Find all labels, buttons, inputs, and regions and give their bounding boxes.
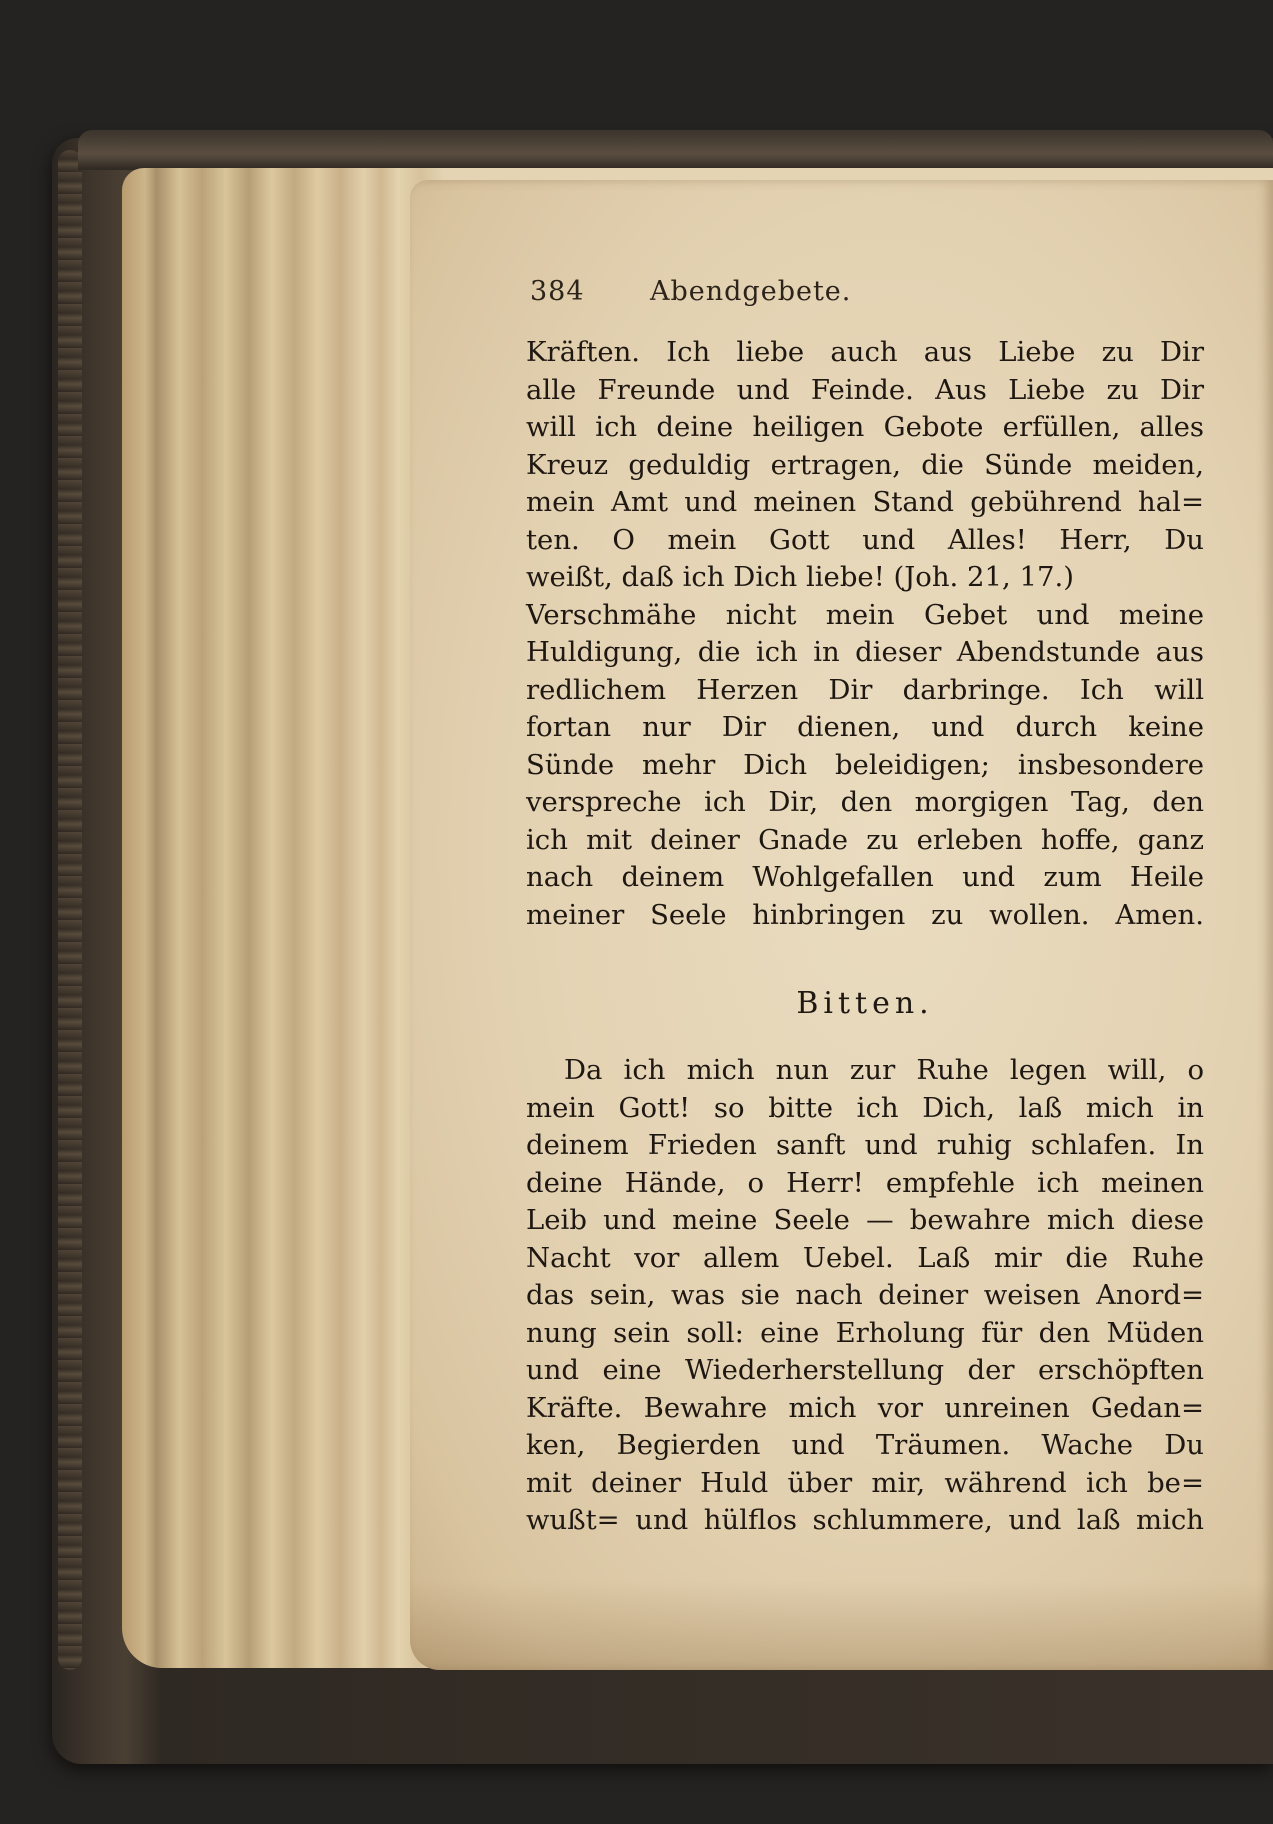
text-line: Da ich mich nun zur Ruhe legen will, o: [564, 1054, 1204, 1086]
text-line: ken, Begierden und Träumen. Wache Du: [526, 1429, 1204, 1461]
text-line: Kräfte. Bewahre mich vor unreinen Gedan=: [526, 1391, 1204, 1424]
text-line: wußt= und hülflos schlummere, und laß mich: [526, 1504, 1204, 1536]
page-header: [530, 276, 970, 316]
prayer-text-continued: [526, 334, 1204, 934]
text-line: weißt, daß ich Dich liebe! (Joh. 21, 17.): [526, 561, 1074, 593]
text-line: redlichem Herzen Dir darbringe. Ich will: [526, 673, 1204, 706]
text-line: das sein, was sie nach deiner weisen Anord=: [526, 1279, 1204, 1311]
text-line: nung sein soll: eine Erholung für den Müden: [526, 1316, 1204, 1349]
running-title: Abendgebete.: [650, 276, 852, 307]
text-line: Sünde mehr Dich beleidigen; insbesondere: [526, 748, 1204, 781]
text-line: ich mit deiner Gnade zu erleben hoffe, ganz: [526, 823, 1204, 856]
text-line: mit deiner Huld über mir, während ich be=: [526, 1466, 1204, 1499]
text-line: deine Hände, o Herr! empfehle ich meinen: [526, 1166, 1204, 1199]
text-line: meiner Seele hinbringen zu wollen. Amen.: [526, 898, 1204, 931]
book-cover-top-edge: [78, 130, 1273, 170]
book-spine-wear: [58, 150, 82, 1670]
text-line: mein Gott! so bitte ich Dich, laß mich in: [526, 1091, 1204, 1124]
text-line: will ich deine heiligen Gebote erfüllen, alles: [526, 411, 1204, 443]
page-shadow: [410, 1580, 1273, 1670]
section-heading: Bitten.: [796, 986, 934, 1021]
text-line: Kräften. Ich liebe auch aus Liebe zu Dir: [526, 336, 1204, 368]
text-line: verspreche ich Dir, den morgigen Tag, den: [526, 786, 1204, 818]
text-line: fortan nur Dir dienen, und durch keine: [526, 711, 1204, 743]
text-line: Verschmähe nicht mein Gebet und meine: [526, 598, 1204, 631]
text-line: ten. O mein Gott und Alles! Herr, Du: [526, 523, 1204, 556]
text-line: Huldigung, die ich in dieser Abendstunde aus: [526, 636, 1204, 668]
text-line: und eine Wiederherstellung der erschöpften: [526, 1354, 1204, 1386]
text-line: nach deinem Wohlgefallen und zum Heile: [526, 861, 1204, 893]
text-line: Leib und meine Seele — bewahre mich diese: [526, 1204, 1204, 1236]
text-line: Nacht vor allem Uebel. Laß mir die Ruhe: [526, 1241, 1204, 1274]
text-line: mein Amt und meinen Stand gebührend hal=: [526, 486, 1204, 518]
text-line: Kreuz geduldig ertragen, die Sünde meiden,: [526, 448, 1204, 481]
page-number: 384: [530, 276, 585, 307]
text-line: deinem Frieden sanft und ruhig schlafen. In: [526, 1129, 1204, 1161]
text-line: alle Freunde und Feinde. Aus Liebe zu Dir: [526, 373, 1204, 406]
prayer-text-bitten: [526, 1052, 1204, 1540]
